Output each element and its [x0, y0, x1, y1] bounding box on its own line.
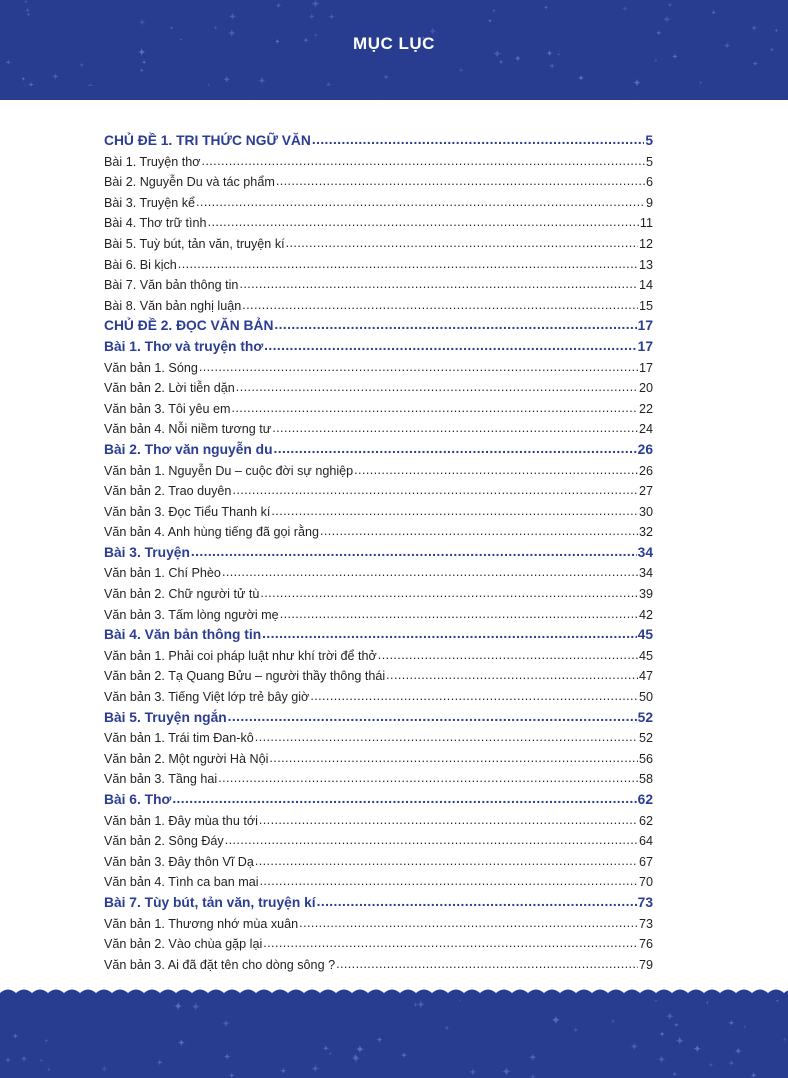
toc-entry-label: Bài 4. Văn bản thông tin: [104, 627, 262, 643]
toc-page-number: 12: [638, 236, 653, 251]
footer-band: [0, 994, 788, 1078]
toc-entry-label: Văn bản 3. Tôi yêu em: [104, 401, 231, 416]
star-icon: [351, 1053, 359, 1061]
star-icon: [258, 76, 267, 85]
dot-leader: [312, 130, 644, 151]
dot-leader: [218, 768, 638, 789]
toc-entry-label: Bài 7. Văn bản thông tin: [104, 278, 239, 293]
toc-entry-label: Bài 1. Truyện thơ: [104, 154, 201, 169]
toc-item[interactable]: [104, 152, 653, 173]
star-icon: [328, 1052, 332, 1056]
toc-page-number: 14: [638, 278, 653, 293]
toc-item[interactable]: [104, 563, 653, 584]
star-icon: [39, 1058, 44, 1063]
toc-item[interactable]: [104, 749, 653, 770]
toc-entry-label: Bài 5. Tuỳ bút, tản văn, truyện kí: [104, 236, 285, 251]
star-icon: [156, 1059, 163, 1066]
toc-page-number: 27: [638, 484, 653, 499]
star-icon: [751, 24, 758, 31]
star-icon: [529, 1073, 536, 1078]
toc-page-number: 52: [637, 709, 653, 725]
star-icon: [23, 0, 28, 4]
toc-item[interactable]: [104, 275, 653, 296]
star-icon: [355, 1044, 364, 1053]
dot-leader: [260, 583, 638, 604]
star-icon: [654, 58, 658, 62]
star-icon: [667, 2, 673, 8]
star-icon: [12, 1032, 19, 1039]
toc-item[interactable]: [104, 914, 653, 935]
star-icon: [222, 1019, 231, 1028]
dot-leader: [299, 913, 638, 934]
star-icon: [100, 1065, 108, 1073]
toc-page-number: 70: [638, 875, 653, 890]
toc-page-number: 30: [638, 504, 653, 519]
dot-leader: [228, 707, 637, 728]
star-icon: [173, 1001, 183, 1011]
toc-page-number: 5: [645, 133, 653, 148]
star-icon: [275, 2, 282, 9]
dot-leader: [286, 233, 638, 254]
dot-leader: [336, 954, 638, 975]
toc-entry-label: Văn bản 4. Nỗi niềm tương tư: [104, 422, 272, 437]
toc-entry-label: Bài 4. Thơ trữ tình: [104, 216, 207, 231]
star-icon: [5, 1056, 12, 1063]
star-icon: [659, 1031, 665, 1037]
dot-leader: [255, 851, 638, 872]
star-icon: [734, 1047, 742, 1055]
toc-entry-label: Văn bản 3. Tấm lòng người mẹ: [104, 607, 279, 622]
star-icon: [5, 59, 11, 65]
toc-item[interactable]: [104, 193, 653, 214]
toc-item[interactable]: [104, 399, 653, 420]
table-of-contents: [104, 131, 653, 975]
toc-item[interactable]: [104, 666, 653, 687]
toc-entry-label: Bài 8. Văn bản nghị luận: [104, 298, 242, 313]
star-icon: [228, 1072, 235, 1078]
toc-page-number: 73: [638, 916, 653, 931]
toc-entry-label: Bài 3. Truyện kể: [104, 195, 196, 210]
star-icon: [549, 63, 556, 70]
toc-page-number: 79: [638, 957, 653, 972]
wave-shape: [0, 86, 788, 98]
star-icon: [693, 1044, 702, 1053]
star-icon: [26, 12, 31, 17]
star-icon: [383, 74, 390, 81]
star-icon: [514, 54, 522, 62]
toc-item[interactable]: [104, 811, 653, 832]
star-icon: [311, 1064, 320, 1073]
toc-item[interactable]: [104, 255, 653, 276]
star-icon: [24, 7, 31, 14]
star-icon: [657, 1054, 667, 1064]
dot-leader: [317, 892, 637, 913]
toc-entry-label: Bài 1. Thơ và truyện thơ: [104, 338, 264, 354]
star-icon: [502, 1067, 512, 1077]
toc-entry-label: Văn bản 4. Tình ca ban mai: [104, 875, 259, 890]
toc-entry-label: Văn bản 1. Sóng: [104, 360, 198, 375]
dot-leader: [272, 418, 638, 439]
dot-leader: [354, 460, 638, 481]
dot-leader: [196, 192, 645, 213]
star-icon: [223, 1053, 231, 1061]
toc-heading[interactable]: [104, 790, 653, 811]
star-icon: [492, 8, 497, 13]
toc-entry-label: Bài 2. Nguyễn Du và tác phẩm: [104, 175, 275, 190]
star-icon: [141, 59, 147, 65]
dot-leader: [262, 624, 637, 645]
toc-entry-label: Văn bản 4. Anh hùng tiếng đã gọi rằng: [104, 525, 319, 540]
star-icon: [675, 1036, 684, 1045]
dot-leader: [320, 521, 638, 542]
toc-page-number: 13: [638, 257, 653, 272]
star-icon: [708, 1062, 714, 1068]
toc-item[interactable]: [104, 234, 653, 255]
star-icon: [752, 60, 758, 66]
toc-item[interactable]: [104, 522, 653, 543]
star-pattern-bottom: [0, 994, 788, 1078]
toc-item[interactable]: [104, 461, 653, 482]
dot-leader: [172, 789, 636, 810]
dot-leader: [199, 357, 638, 378]
star-icon: [413, 1002, 419, 1008]
dot-leader: [222, 562, 638, 583]
toc-page-number: 34: [638, 566, 653, 581]
dot-leader: [378, 645, 638, 666]
toc-item[interactable]: [104, 852, 653, 873]
toc-heading[interactable]: [104, 131, 653, 152]
toc-page-number: 52: [638, 731, 653, 746]
toc-entry-label: Văn bản 3. Đọc Tiểu Thanh kí: [104, 504, 271, 519]
dot-leader: [280, 604, 638, 625]
toc-item[interactable]: [104, 955, 653, 976]
toc-entry-label: Văn bản 3. Tiếng Việt lớp trẻ bây giờ: [104, 690, 310, 705]
dot-leader: [208, 212, 639, 233]
toc-entry-label: Văn bản 1. Thương nhớ mùa xuân: [104, 916, 299, 931]
dot-leader: [232, 398, 638, 419]
toc-entry-label: Văn bản 1. Chí Phèo: [104, 566, 221, 581]
dot-leader: [276, 171, 645, 192]
star-icon: [310, 0, 320, 9]
star-icon: [672, 53, 678, 59]
star-icon: [774, 28, 779, 33]
dot-leader: [242, 295, 638, 316]
toc-heading[interactable]: [104, 543, 653, 564]
toc-page-number: 17: [638, 360, 653, 375]
page-title: MỤC LỤC: [353, 34, 435, 53]
toc-entry-label: Văn bản 2. Một người Hà Nội: [104, 751, 269, 766]
toc-heading[interactable]: [104, 440, 653, 461]
star-icon: [674, 1022, 680, 1028]
star-icon: [213, 25, 218, 30]
star-icon: [52, 73, 60, 81]
star-icon: [458, 67, 464, 73]
toc-page-number: 20: [638, 381, 653, 396]
star-icon: [743, 1025, 747, 1029]
toc-item[interactable]: [104, 728, 653, 749]
toc-item[interactable]: [104, 584, 653, 605]
toc-entry-label: Văn bản 2. Chữ người tử tù: [104, 587, 260, 602]
star-icon: [138, 18, 146, 26]
toc-item[interactable]: [104, 831, 653, 852]
star-icon: [79, 62, 85, 68]
star-icon: [551, 1015, 561, 1025]
toc-entry-label: Văn bản 2. Lời tiễn dặn: [104, 381, 235, 396]
dot-leader: [178, 254, 638, 275]
star-icon: [308, 13, 315, 20]
dot-leader: [269, 748, 638, 769]
dot-leader: [386, 665, 638, 686]
dot-leader: [310, 686, 638, 707]
star-icon: [376, 1036, 383, 1043]
toc-entry-label: CHỦ ĐỀ 2. ĐỌC VĂN BẢN: [104, 318, 274, 334]
toc-entry-label: Văn bản 2. Sông Đáy: [104, 834, 224, 849]
dot-leader: [191, 542, 637, 563]
star-icon: [223, 75, 231, 83]
toc-page-number: 34: [637, 544, 653, 560]
toc-item[interactable]: [104, 687, 653, 708]
toc-entry-label: Văn bản 1. Nguyễn Du – cuộc đời sự nghiệp: [104, 463, 354, 478]
toc-entry-label: Bài 6. Bi kịch: [104, 257, 177, 272]
toc-heading[interactable]: [104, 316, 653, 337]
dot-leader: [274, 439, 637, 460]
star-icon: [21, 76, 26, 81]
star-icon: [610, 1019, 615, 1024]
toc-page-number: 39: [638, 587, 653, 602]
dot-leader: [236, 377, 638, 398]
toc-entry-label: Bài 5. Truyện ngắn: [104, 709, 227, 725]
toc-entry-label: Văn bản 2. Trao duyên: [104, 484, 232, 499]
toc-item[interactable]: [104, 419, 653, 440]
star-icon: [782, 1037, 786, 1041]
toc-page-number: 73: [637, 894, 653, 910]
star-icon: [711, 9, 717, 15]
dot-leader: [259, 810, 638, 831]
dot-leader: [274, 315, 636, 336]
toc-item[interactable]: [104, 769, 653, 790]
star-icon: [44, 1038, 48, 1042]
toc-entry-label: Văn bản 1. Phải coi pháp luật như khí trời để thở: [104, 648, 377, 663]
wave-border-top: [0, 86, 788, 102]
toc-page-number: 32: [638, 525, 653, 540]
toc-entry-label: Văn bản 2. Vào chùa gặp lại: [104, 937, 263, 952]
toc-entry-label: CHỦ ĐỀ 1. TRI THỨC NGỮ VĂN: [104, 133, 311, 148]
toc-page-number: 67: [638, 854, 653, 869]
toc-page-number: 17: [637, 318, 653, 334]
toc-entry-label: Văn bản 1. Đây mùa thu tới: [104, 813, 258, 828]
toc-page-number: 56: [638, 751, 653, 766]
toc-item[interactable]: [104, 502, 653, 523]
toc-heading[interactable]: [104, 337, 653, 358]
dot-leader: [264, 336, 636, 357]
toc-page-number: 22: [638, 401, 653, 416]
star-icon: [20, 1055, 28, 1063]
star-icon: [630, 1042, 639, 1051]
star-icon: [469, 1068, 477, 1076]
toc-entry-label: Bài 3. Truyện: [104, 544, 190, 560]
star-icon: [529, 1053, 537, 1061]
dot-leader: [225, 830, 638, 851]
star-icon: [543, 5, 548, 10]
star-icon: [177, 1038, 185, 1046]
toc-item[interactable]: [104, 934, 653, 955]
toc-entry-label: Văn bản 3. Ai đã đặt tên cho dòng sông ?: [104, 957, 336, 972]
star-icon: [728, 1019, 735, 1026]
toc-page-number: 62: [638, 813, 653, 828]
toc-item[interactable]: [104, 213, 653, 234]
toc-page-number: 6: [645, 175, 653, 190]
star-icon: [488, 18, 493, 23]
toc-item[interactable]: [104, 172, 653, 193]
star-icon: [400, 1052, 407, 1059]
star-icon: [665, 1012, 674, 1021]
dot-leader: [271, 501, 638, 522]
toc-item[interactable]: [104, 358, 653, 379]
star-icon: [705, 1000, 710, 1005]
star-icon: [191, 1002, 201, 1012]
dot-leader: [232, 480, 638, 501]
toc-page-number: 11: [639, 216, 653, 231]
toc-page-number: 45: [638, 648, 653, 663]
star-icon: [728, 1059, 735, 1066]
toc-page-number: 26: [637, 441, 653, 457]
toc-item[interactable]: [104, 296, 653, 317]
dot-leader: [263, 933, 638, 954]
star-icon: [750, 1072, 757, 1078]
toc-page-number: 76: [638, 937, 653, 952]
toc-item[interactable]: [104, 378, 653, 399]
star-icon: [416, 999, 426, 1009]
dot-leader: [201, 151, 645, 172]
star-icon: [444, 1025, 449, 1030]
toc-heading[interactable]: [104, 708, 653, 729]
dot-leader: [255, 727, 638, 748]
toc-page-number: 42: [638, 607, 653, 622]
toc-page-number: 26: [638, 463, 653, 478]
star-icon: [698, 81, 702, 85]
star-icon: [139, 68, 144, 73]
wave-border-bottom: [0, 986, 788, 1000]
toc-page-number: 58: [638, 772, 653, 787]
star-icon: [622, 5, 629, 12]
star-icon: [170, 26, 174, 30]
dot-leader: [239, 274, 638, 295]
toc-page-number: 47: [638, 669, 653, 684]
star-icon: [322, 1045, 329, 1052]
wave-shape: [0, 990, 788, 1001]
star-icon: [662, 14, 672, 24]
star-icon: [578, 74, 585, 81]
toc-heading[interactable]: [104, 893, 653, 914]
toc-item[interactable]: [104, 872, 653, 893]
toc-page-number: 45: [637, 627, 653, 643]
toc-entry-label: Bài 7. Tùy bút, tản văn, truyện kí: [104, 894, 316, 910]
toc-entry-label: Bài 6. Thơ: [104, 792, 172, 807]
toc-entry-label: Văn bản 1. Trái tim Đan-kô: [104, 731, 254, 746]
star-icon: [328, 13, 335, 20]
toc-page-number: 24: [638, 422, 653, 437]
toc-page-number: 5: [645, 154, 653, 169]
dot-leader: [260, 871, 638, 892]
toc-page-number: 9: [645, 195, 653, 210]
star-icon: [572, 1027, 579, 1034]
star-icon: [46, 1067, 52, 1073]
toc-page-number: 62: [637, 792, 653, 807]
toc-item[interactable]: [104, 481, 653, 502]
toc-heading[interactable]: [104, 625, 653, 646]
toc-page-number: 17: [637, 338, 653, 354]
toc-item[interactable]: [104, 605, 653, 626]
toc-page-number: 64: [638, 834, 653, 849]
star-icon: [498, 59, 503, 64]
toc-entry-label: Văn bản 3. Tầng hai: [104, 772, 218, 787]
star-icon: [228, 12, 236, 20]
toc-item[interactable]: [104, 646, 653, 667]
star-icon: [672, 1071, 678, 1077]
toc-entry-label: Văn bản 3. Đây thôn Vĩ Dạ: [104, 854, 254, 869]
toc-page-number: 50: [638, 690, 653, 705]
toc-entry-label: Bài 2. Thơ văn nguyễn du: [104, 441, 273, 457]
toc-page-number: 15: [638, 298, 653, 313]
toc-entry-label: Văn bản 2. Tạ Quang Bửu – người thầy thông thái: [104, 669, 386, 684]
star-icon: [280, 1068, 287, 1075]
